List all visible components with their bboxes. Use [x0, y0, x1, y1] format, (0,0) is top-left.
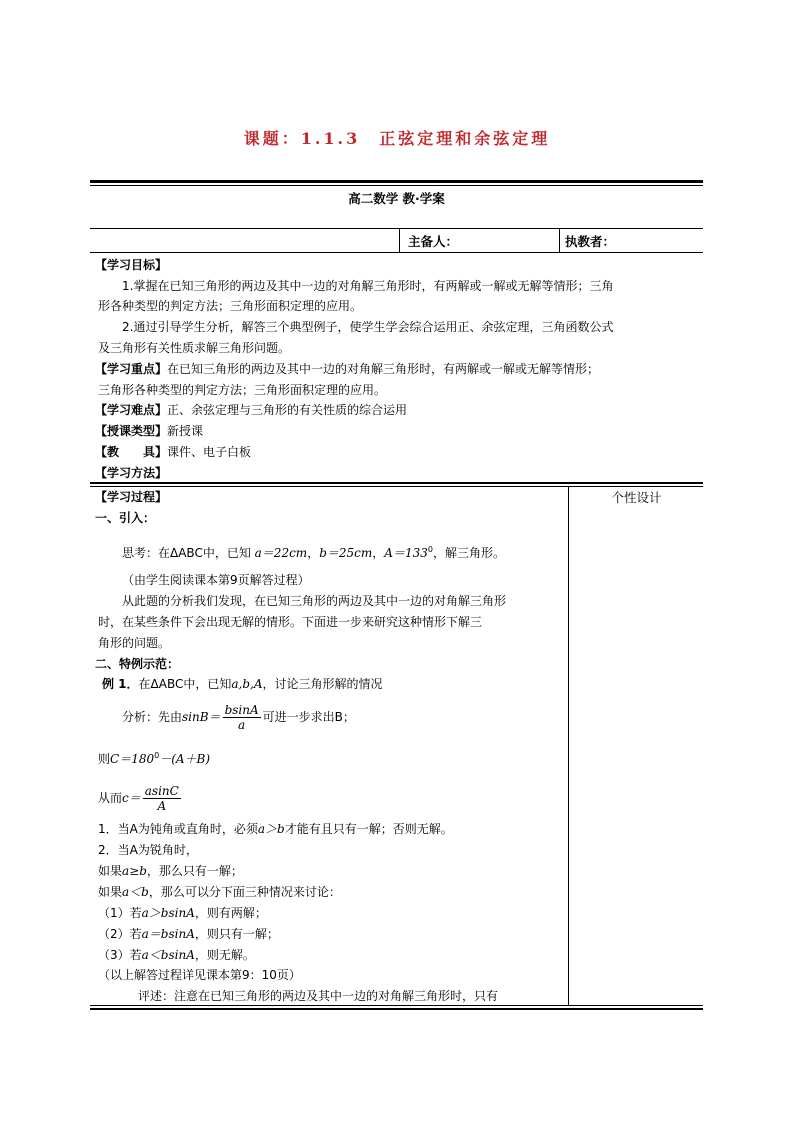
objectives-label: 【学习目标】 — [95, 258, 168, 272]
header-top-rule-thin — [90, 185, 703, 186]
teacher-divider — [559, 228, 560, 252]
given-a: a＝22cm — [254, 546, 308, 560]
objective-1-line-1: 1.掌握在已知三角形的两边及其中一边的对角解三角形时，有两解或一解或无解等情形；三角 — [122, 279, 614, 293]
example-1-vars: a,b,A — [231, 677, 263, 691]
sub-case-3: （3）若a＜bsinA，则无解。 — [98, 948, 255, 962]
sub-case-2: （2）若a＝bsinA，则只有一解； — [98, 927, 279, 941]
case-1: 1．当A为钝角或直角时，必须a＞b才能有且只有一解；否则无解。 — [98, 822, 453, 836]
side-design-label: 个性设计 — [611, 490, 662, 505]
example-1: 例 1．在ΔABC中，已知a,b,A，讨论三角形解的情况 — [102, 677, 383, 691]
analysis-para-line-1: 从此题的分析我们发现，在已知三角形的两边及其中一边的对角解三角形 — [122, 594, 507, 608]
lesson-type-label: 【授课类型】 — [95, 424, 168, 438]
difficulty-text: 正、余弦定理与三角形的有关性质的综合运用 — [167, 403, 408, 417]
tools-text: 课件、电子白板 — [167, 445, 252, 459]
analysis-para-line-3: 角形的问题。 — [98, 636, 171, 650]
sub-case-1: （1）若a＞bsinA，则有两解； — [98, 906, 267, 920]
reading-note: （由学生阅读课本第9页解答过程） — [122, 573, 310, 587]
case-2a: 如果a≥b，那么只有一解； — [98, 864, 243, 878]
page-title: 课题：1.1.3 正弦定理和余弦定理 — [243, 129, 551, 148]
angle-c-formula: 则$C=180^0-(A+B)$ — [98, 751, 211, 766]
intro-heading: 一、引入： — [95, 511, 156, 525]
comment-line: 评述：注意在已知三角形的两边及其中一边的对角解三角形时，只有 — [138, 989, 499, 1003]
page-reference-note: （以上解答过程详见课本第9：10页） — [98, 968, 301, 982]
objective-2-line-1: 2.通过引导学生分析，解答三个典型例子，使学生学会综合运用正、余弦定理，三角函数公式 — [122, 320, 614, 334]
difficulty-label: 【学习难点】 — [95, 403, 168, 417]
tools-label: 【教 具】 — [95, 445, 168, 459]
teacher-label: 执教者： — [565, 234, 616, 249]
key-points-label: 【学习重点】 — [95, 362, 168, 376]
example-heading: 二、特例示范： — [95, 657, 180, 671]
method-label: 【学习方法】 — [95, 466, 168, 480]
difficulty — [95, 400, 407, 421]
lesson-type-text: 新授课 — [167, 424, 204, 438]
think-question: 思考：在ΔABC中，已知 a＝22cm，b＝25cm，$A=133^0$，解三角形。 — [122, 545, 505, 560]
preparer-label: 主备人： — [408, 234, 459, 249]
case-2b: 如果a＜b，那么可以分下面三种情况来讨论： — [98, 885, 341, 899]
process-bottom-rule-thick — [90, 1008, 703, 1010]
process-column-divider — [568, 486, 569, 1005]
process-label: 【学习过程】 — [95, 490, 168, 504]
process-top-rule — [90, 482, 703, 484]
header-top-rule — [90, 180, 703, 183]
lesson-type — [95, 421, 203, 442]
analysis-para-line-2: 时，在某些条件下会出现无解的情形。下面进一步来研究这种情形下解三 — [98, 615, 483, 629]
side-c-formula: 从而c＝ $\frac{asinC}{A}$ — [98, 784, 179, 813]
key-points — [95, 359, 599, 380]
preparer-divider — [399, 228, 400, 252]
objective-1-line-2: 形各种类型的判定方法；三角形面积定理的应用。 — [98, 299, 363, 313]
header-title: 高二数学 教·学案 — [348, 191, 445, 206]
given-angle-a: A＝133 — [384, 546, 428, 560]
key-points-line-2: 三角形各种类型的判定方法；三角形面积定理的应用。 — [98, 383, 387, 397]
preparer-row — [90, 228, 703, 253]
objective-2-line-2: 及三角形有关性质求解三角形问题。 — [98, 341, 291, 355]
process-top-rule-thin — [90, 486, 703, 487]
tools — [95, 442, 251, 463]
side-c-fraction: $\frac{asinC}{A}$ — [144, 784, 179, 813]
given-b: b＝25cm — [319, 546, 373, 560]
sine-fraction: $\frac{bsinA}{a}$ — [224, 703, 259, 732]
example-1-label: 例 1． — [102, 677, 139, 691]
analysis-formula: 分析：先由sinB＝ $\frac{bsinA}{a}$ 可进一步求出B； — [122, 703, 355, 732]
case-2: 2．当A为锐角时， — [98, 843, 198, 857]
key-points-line-1: 在已知三角形的两边及其中一边的对角解三角形时，有两解或一解或无解等情形； — [167, 362, 600, 376]
